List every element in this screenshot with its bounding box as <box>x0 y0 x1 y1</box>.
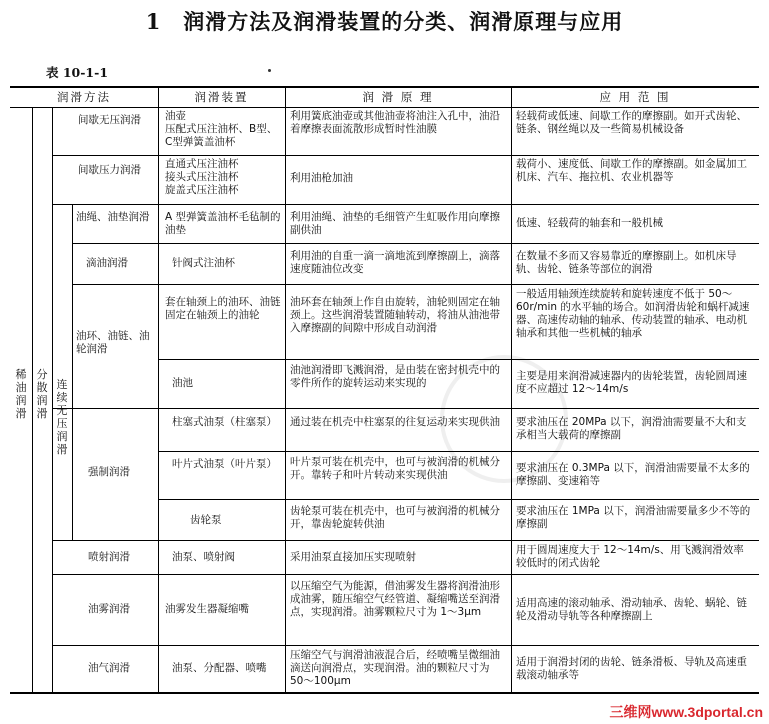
row-divider <box>52 155 759 156</box>
speck <box>268 69 271 72</box>
row-principle: 叶片泵可装在机壳中，也可与被润滑的机械分开。靠转子和叶片转动来实现供油 <box>290 456 500 481</box>
row-device: 齿轮泵 <box>190 514 222 526</box>
row-device: 油壶 压配式压注油杯、B型、C型弹簧盖油杯 <box>165 110 278 148</box>
row-method: 油雾润滑 <box>88 603 130 615</box>
row-principle: 油环套在轴颈上作自由旋转，油轮则固定在轴颈上。这些润滑装置随轴转动，将油从油池带入摩擦副的间隙中形成自动润滑 <box>290 296 500 334</box>
col-divider <box>285 88 286 692</box>
row-scope: 要求油压在 0.3MPa 以下，润滑油需要量不太多的摩擦副、变速箱等 <box>516 462 750 487</box>
row-method: 油气润滑 <box>88 662 130 674</box>
group-continuous: 连续无压润滑 <box>56 378 68 456</box>
group-dispersed: 分散润滑 <box>36 368 48 420</box>
row-divider <box>72 284 759 285</box>
col-divider <box>52 108 53 692</box>
row-method: 间歇无压润滑 <box>78 114 141 126</box>
row-device: 叶片式油泵（叶片泵） <box>172 458 277 470</box>
row-scope: 一般适用轴颈连续旋转和旋转速度不低于 50～60r/min 的水平轴的场合。如润滑齿轮和蜗杆减速器、高速传动轴的轴承、传动装置的轴承、电动机轴承和其他一些机械的轴承 <box>516 288 750 339</box>
row-principle: 采用油泵直接加压实现喷射 <box>290 551 416 563</box>
row-device: 油泵、喷射阀 <box>172 551 235 563</box>
row-device: 油池 <box>172 377 193 389</box>
row-principle: 齿轮泵可装在机壳中，也可与被润滑的机械分开，靠齿轮旋转供油 <box>290 505 500 530</box>
row-principle: 油池润滑即飞溅润滑，是由装在密封机壳中的零件所作的旋转运动来实现的 <box>290 364 500 389</box>
table-bottom-rule <box>10 692 759 694</box>
row-divider <box>52 574 759 575</box>
row-scope: 适用高速的滚动轴承、滑动轴承、齿轮、蜗轮、链轮及滑动导轨等各种摩擦副上 <box>516 597 747 622</box>
row-principle: 利用油枪加油 <box>290 172 353 184</box>
row-principle: 利用油的自重一滴一滴地流到摩擦副上，滴落速度随油位改变 <box>290 250 500 275</box>
row-principle: 压缩空气与润滑油液混合后，经喷嘴呈微细油滴送向润滑点，实现润滑。油的颗粒尺寸为 50～100μm <box>290 649 500 687</box>
row-divider <box>52 204 759 205</box>
header-rule <box>10 107 759 108</box>
row-divider <box>52 408 759 409</box>
row-divider <box>158 499 759 500</box>
table-top-rule <box>10 86 759 88</box>
row-method: 强制润滑 <box>88 466 130 478</box>
row-device: 柱塞式油泵（柱塞泵） <box>172 416 277 428</box>
col-divider <box>158 88 159 692</box>
row-method: 油绳、油垫润滑 <box>76 211 150 223</box>
row-method: 间歇压力润滑 <box>78 164 141 176</box>
row-device: 针阀式注油杯 <box>172 257 235 269</box>
row-scope: 要求油压在 1MPa 以下，润滑油需要量多少不等的摩擦副 <box>516 505 751 530</box>
col-divider <box>72 204 73 540</box>
page-title: 1 润滑方法及润滑装置的分类、润滑原理与应用 <box>145 9 624 34</box>
row-method: 滴油润滑 <box>86 257 128 269</box>
row-method: 喷射润滑 <box>88 551 130 563</box>
row-scope: 载荷小、速度低、间歇工作的摩擦副。如金属加工机床、汽车、拖拉机、农业机器等 <box>516 158 747 183</box>
row-scope: 在数量不多而又容易靠近的摩擦副上。如机床导轨、齿轮、链条等部位的润滑 <box>516 250 737 275</box>
row-divider <box>52 540 759 541</box>
row-device: 套在轴颈上的油环、油链 固定在轴颈上的油轮 <box>165 296 281 321</box>
col-divider <box>511 88 512 692</box>
row-device: 油泵、分配器、喷嘴 <box>172 662 267 674</box>
row-device: 直通式压注油杯 接头式压注油杯 旋盖式压注油杯 <box>165 158 239 196</box>
row-scope: 主要是用来润滑减速器内的齿轮装置，齿轮圆周速度不应超过 12～14m/s <box>516 370 747 395</box>
header-scope: 应 用 范 围 <box>599 90 671 104</box>
row-scope: 轻载荷或低速、间歇工作的摩擦副。如开式齿轮、链条、钢丝绳以及一些简易机械设备 <box>516 110 747 135</box>
site-watermark: 三维网www.3dportal.cn <box>609 704 763 720</box>
row-scope: 用于圆周速度大于 12～14m/s、用飞溅润滑效率较低时的闭式齿轮 <box>516 544 744 569</box>
row-divider <box>52 645 759 646</box>
row-divider <box>72 243 759 244</box>
row-divider <box>158 359 759 360</box>
row-device: A 型弹簧盖油杯毛毡制的油垫 <box>165 211 281 236</box>
row-principle: 通过装在机壳中柱塞泵的往复运动来实现供油 <box>290 416 500 428</box>
row-divider <box>158 451 759 452</box>
row-method: 油环、油链、油轮润滑 <box>76 330 150 355</box>
row-device: 油雾发生器凝缩嘴 <box>165 603 249 615</box>
header-principle: 润 滑 原 理 <box>362 90 434 104</box>
col-divider <box>32 108 33 692</box>
header-device: 润滑装置 <box>194 90 249 104</box>
row-principle: 利用簧底油壶或其他油壶将油注入孔中，油沿着摩擦表面流散形成暂时性油膜 <box>290 110 500 135</box>
table-label: 表 10-1-1 <box>46 65 109 80</box>
row-scope: 低速、轻载荷的轴套和一般机械 <box>516 217 663 229</box>
row-principle: 利用油绳、油垫的毛细管产生虹吸作用向摩擦副供油 <box>290 211 500 236</box>
group-thin-oil: 稀油润滑 <box>15 368 27 420</box>
row-scope: 适用于润滑封闭的齿轮、链条滑板、导轨及高速重载滚动轴承等 <box>516 656 747 681</box>
header-method: 润滑方法 <box>57 90 111 104</box>
row-scope: 要求油压在 20MPa 以下，润滑油需要量不大和支承相当大载荷的摩擦副 <box>516 416 747 441</box>
row-principle: 以压缩空气为能源，借油雾发生器将润滑油形成油雾，随压缩空气经管道、凝缩嘴送至润滑点，实现润滑。油雾颗粒尺寸为 1～3μm <box>290 580 500 618</box>
